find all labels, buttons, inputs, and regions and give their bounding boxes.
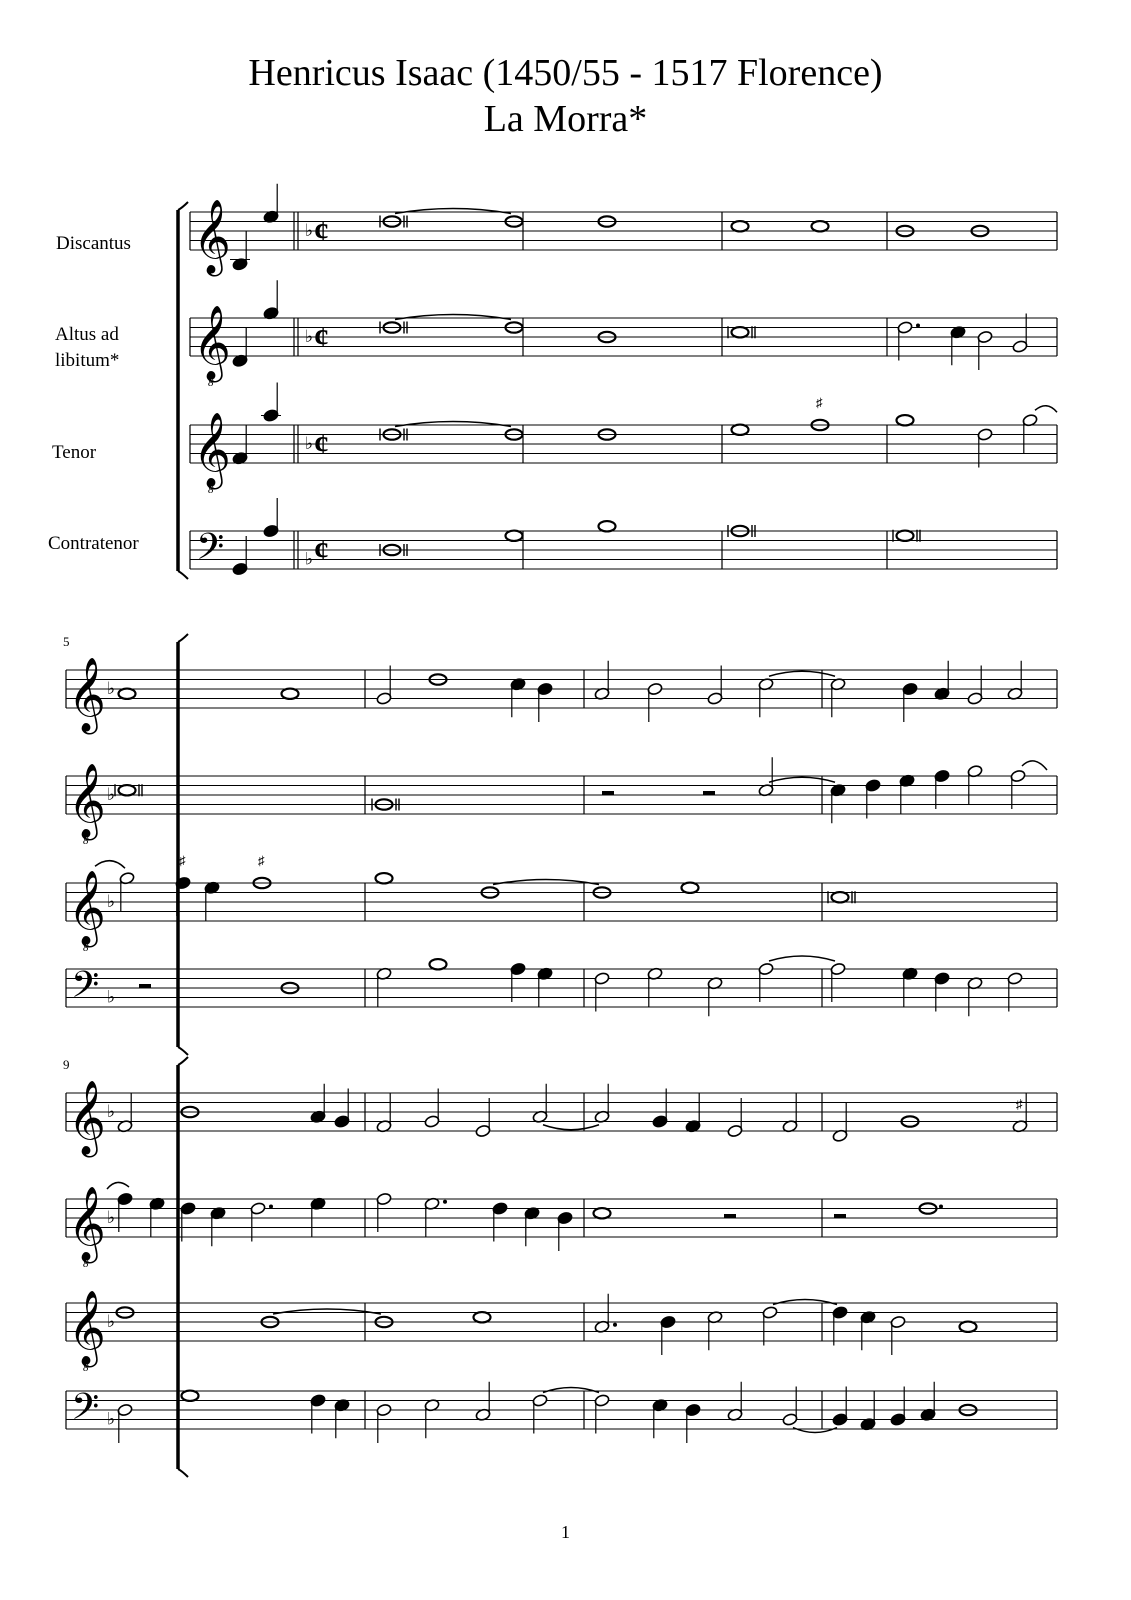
flat-sign-icon: ♭ (107, 1208, 116, 1227)
augmentation-dot (939, 1205, 943, 1209)
cut-time-icon: ¢ (314, 534, 329, 567)
half-rest-icon (724, 1214, 736, 1218)
breve-note (832, 892, 849, 902)
whole-note (376, 873, 393, 883)
system-bracket (178, 571, 188, 579)
system-bracket (178, 202, 188, 210)
treble-clef-icon: 𝄞 (68, 1188, 106, 1259)
whole-note (119, 689, 136, 699)
tie-arc (107, 1182, 129, 1189)
bass-clef-icon: 𝄢 (71, 965, 100, 1014)
clef-octave-mark: 8 (83, 1362, 89, 1374)
flat-sign-icon: ♭ (305, 327, 314, 346)
sharp-sign-icon: ♯ (1016, 1096, 1023, 1112)
whole-note (282, 689, 299, 699)
tie-arc (769, 777, 835, 782)
voice-label-altus: Altus ad (55, 324, 119, 345)
voice-label-discantus: Discantus (56, 233, 131, 254)
composer-title: Henricus Isaac (1450/55 - 1517 Florence) (248, 52, 883, 94)
sharp-sign-icon: ♯ (258, 853, 265, 868)
page-number: 1 (561, 1522, 570, 1542)
voice-label-contratenor: Contratenor (48, 533, 139, 554)
flat-sign-icon: ♭ (107, 1312, 116, 1331)
tie-arc (493, 880, 599, 885)
clef-octave-mark: 8 (83, 835, 89, 847)
treble-clef-icon: 𝄞 (68, 659, 106, 730)
whole-note (732, 221, 749, 231)
system-bracket (178, 634, 188, 642)
sharp-sign-icon: ♯ (179, 853, 186, 868)
system-bracket (178, 1469, 188, 1477)
augmentation-dot (269, 1205, 273, 1209)
whole-note (812, 221, 829, 231)
breve-note (732, 327, 749, 337)
treble-clef-icon: 𝄞 (68, 765, 106, 836)
flat-sign-icon: ♭ (107, 785, 116, 804)
flat-sign-icon: ♭ (107, 1409, 116, 1429)
whole-note (599, 521, 616, 531)
tie-arc (395, 422, 511, 427)
clef-octave-mark: 8 (208, 377, 214, 389)
tie-arc (1022, 761, 1047, 770)
tie-arc (1035, 406, 1057, 413)
clef-octave-mark: 8 (83, 1258, 89, 1270)
breve-note (119, 785, 136, 795)
system-bracket (178, 1047, 188, 1055)
sharp-sign-icon: ♯ (816, 395, 823, 410)
whole-note (682, 883, 699, 893)
breve-note (897, 531, 914, 541)
measure-number: 9 (63, 1057, 70, 1072)
tie-arc (395, 315, 511, 320)
treble-clef-icon: 𝄞 (68, 872, 106, 943)
whole-note (732, 425, 749, 435)
flat-sign-icon: ♭ (305, 221, 314, 240)
flat-sign-icon: ♭ (107, 679, 116, 698)
half-rest-icon (139, 984, 151, 988)
tie-arc (769, 956, 835, 961)
tie-arc (769, 671, 835, 676)
cut-time-icon: ¢ (314, 321, 329, 354)
system-bracket (178, 1057, 188, 1065)
treble-clef-icon: 𝄞 (68, 1082, 106, 1153)
augmentation-dot (916, 324, 920, 328)
treble-clef-icon: 𝄞 (193, 414, 231, 485)
cut-time-icon: ¢ (314, 428, 329, 461)
clef-octave-mark: 8 (83, 942, 89, 954)
whole-note (474, 1312, 491, 1322)
flat-sign-icon: ♭ (305, 549, 314, 569)
measure-number: 5 (63, 634, 70, 649)
augmentation-dot (613, 1323, 617, 1327)
whole-note (897, 415, 914, 425)
flat-sign-icon: ♭ (107, 987, 116, 1007)
tie-arc (395, 209, 511, 214)
tie-arc (543, 1125, 599, 1130)
cut-time-icon: ¢ (314, 215, 329, 248)
voice-label-tenor: Tenor (52, 442, 97, 463)
half-rest-icon (703, 791, 715, 795)
whole-note (960, 1322, 977, 1332)
tie-arc (773, 1300, 837, 1305)
treble-clef-icon: 𝄞 (68, 1292, 106, 1363)
flat-sign-icon: ♭ (107, 1102, 116, 1121)
piece-title: La Morra* (483, 98, 648, 140)
half-rest-icon (602, 791, 614, 795)
whole-note (182, 1391, 199, 1401)
treble-clef-icon: 𝄞 (193, 201, 231, 272)
whole-note (430, 959, 447, 969)
clef-octave-mark: 8 (208, 484, 214, 496)
bass-clef-icon: 𝄢 (196, 527, 225, 576)
bass-clef-icon: 𝄢 (71, 1387, 100, 1436)
whole-note (594, 1208, 611, 1218)
tie-arc (95, 861, 125, 869)
treble-clef-icon: 𝄞 (193, 307, 231, 378)
augmentation-dot (443, 1200, 447, 1204)
flat-sign-icon: ♭ (305, 434, 314, 453)
half-rest-icon (834, 1214, 846, 1218)
tie-arc (543, 1388, 599, 1393)
flat-sign-icon: ♭ (107, 892, 116, 911)
tie-arc (793, 1428, 837, 1433)
whole-note (506, 531, 523, 541)
voice-label-altus: libitum* (55, 350, 120, 371)
